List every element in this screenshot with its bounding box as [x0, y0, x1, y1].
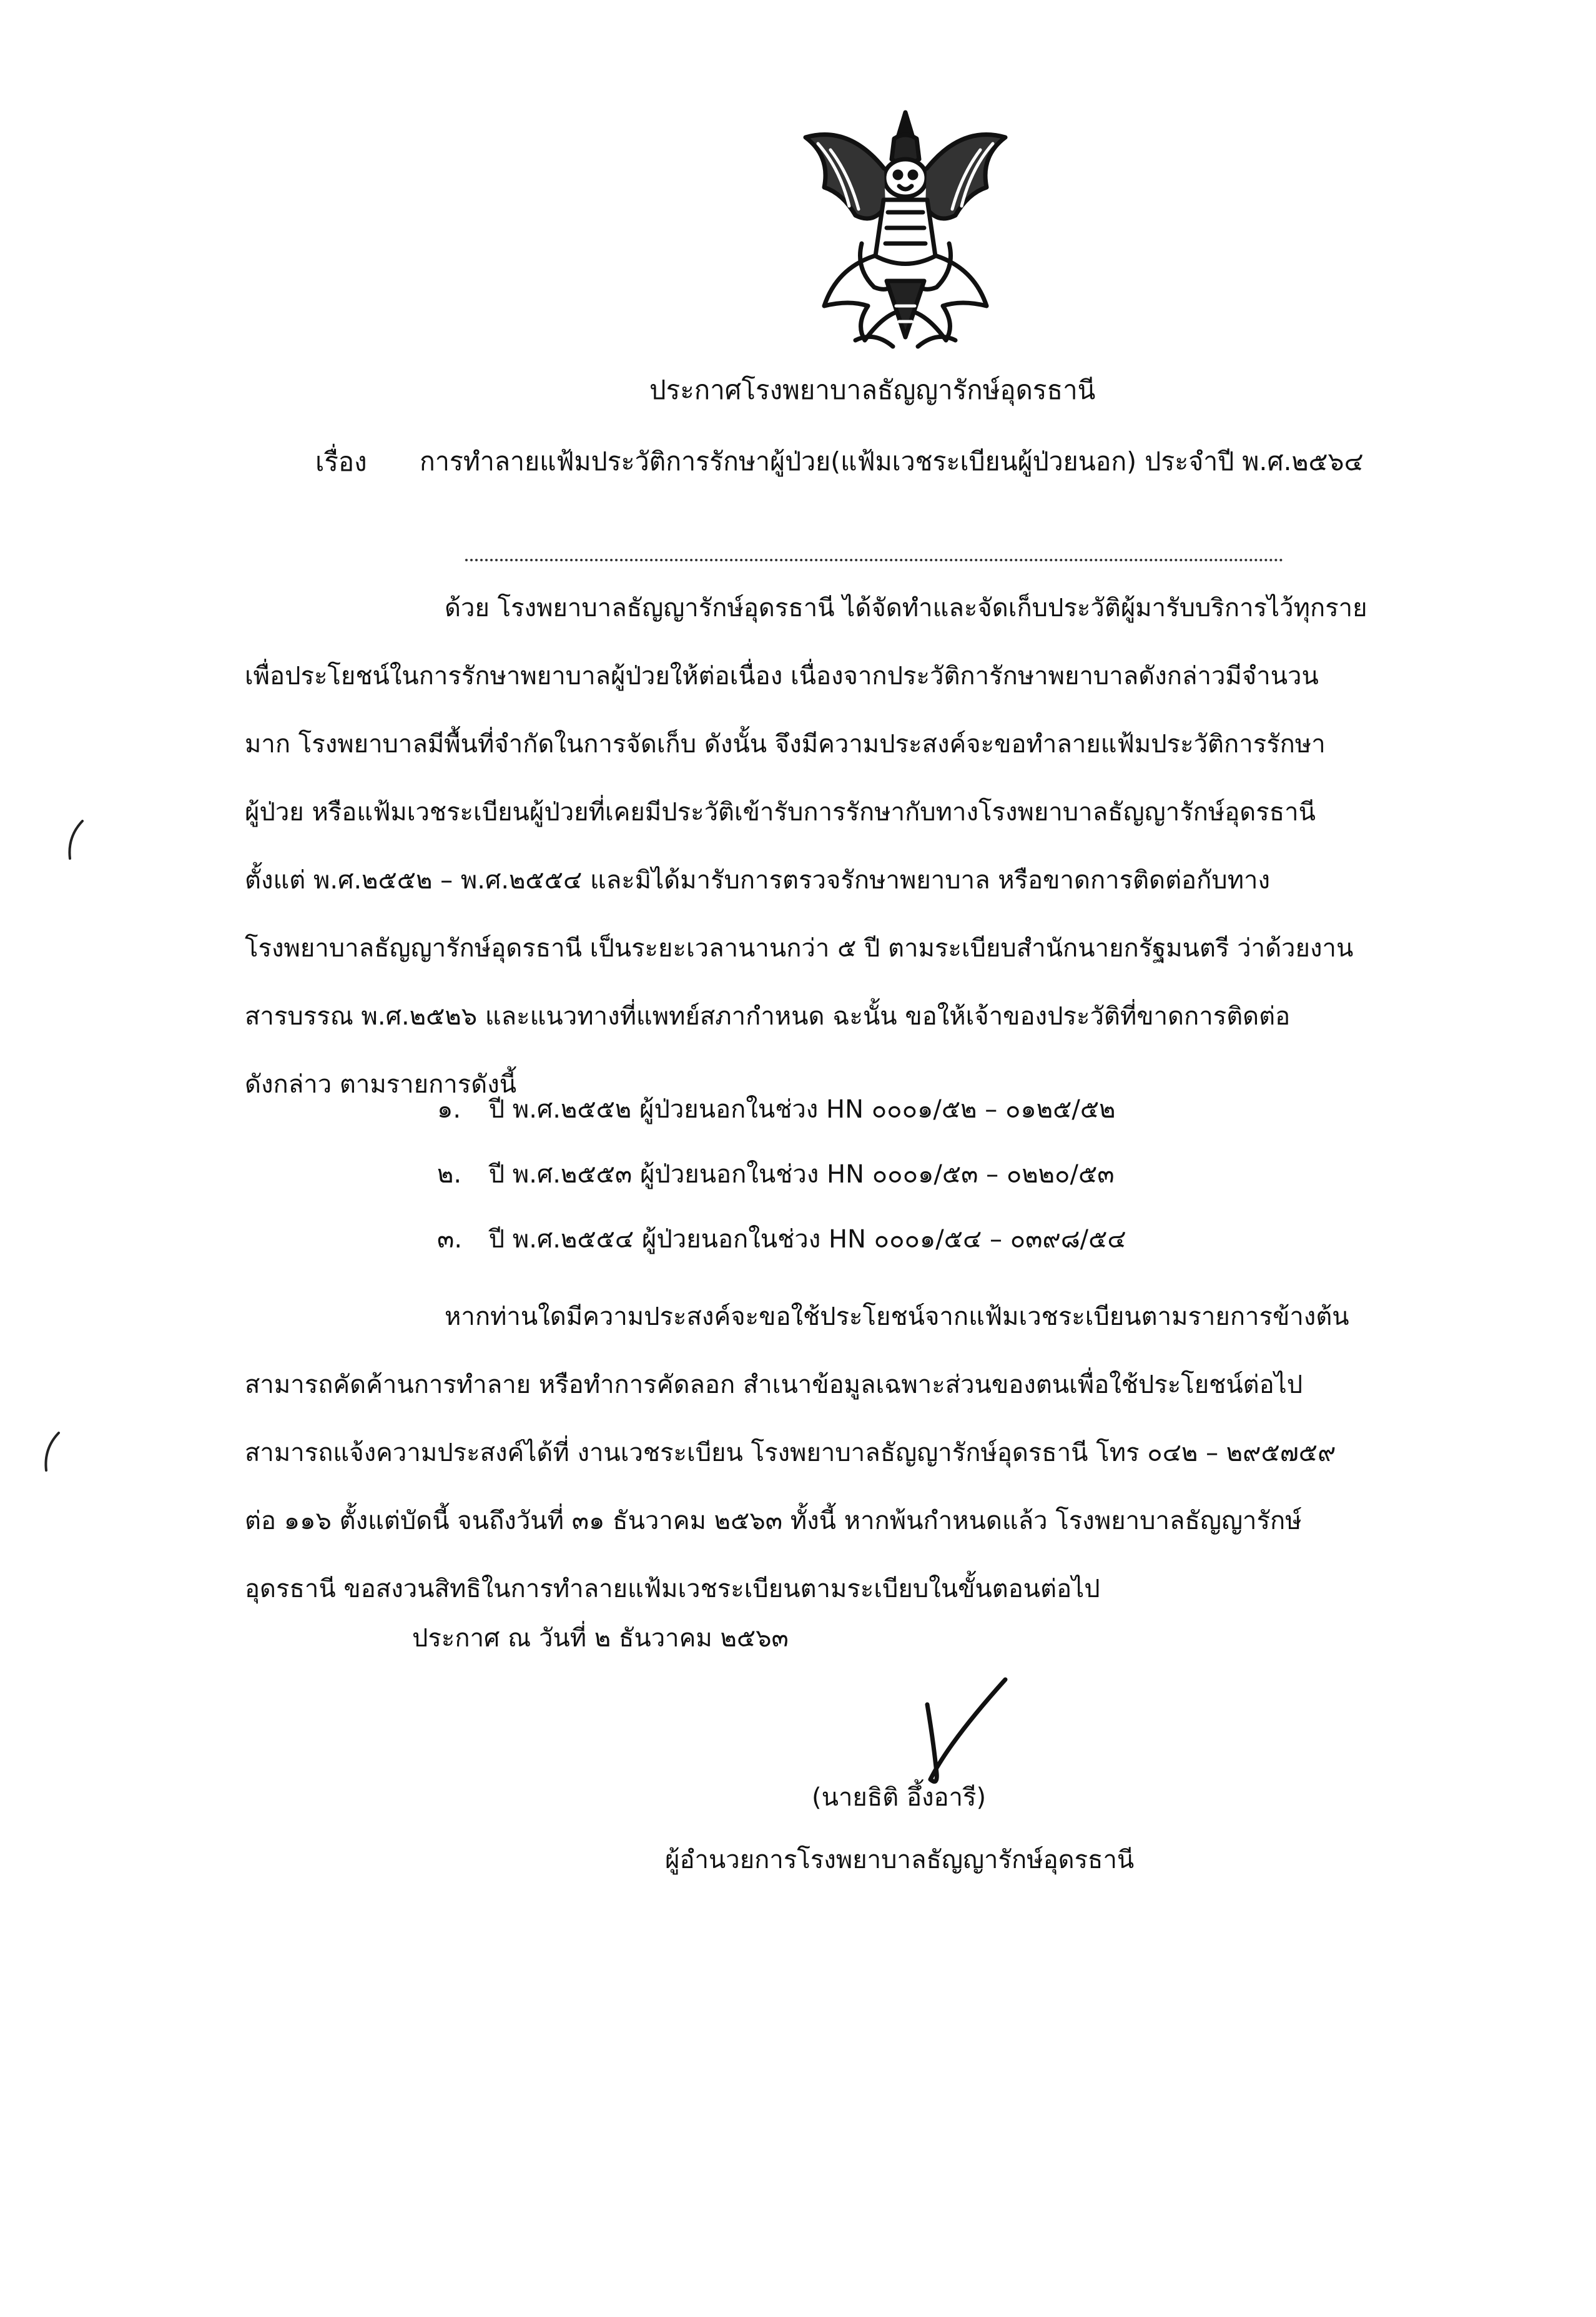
list-item [437, 1077, 1126, 1142]
list-item-text: ปี พ.ศ.๒๕๕๓ ผู้ป่วยนอกในช่วง HN ๐๐๐๑/๕๓ – ๐๒๒๐/๕๓ [488, 1160, 1115, 1189]
paragraph-line: ด้วย โรงพยาบาลธัญญารักษ์อุดรธานี ได้จัดทำและจัดเก็บประวัติผู้มารับบริการไว้ทุกราย [445, 594, 1367, 622]
list-item-number: ๒. [437, 1160, 462, 1189]
paragraph-line: ผู้ป่วย หรือแฟ้มเวชระเบียนผู้ป่วยที่เคยมีประวัติเข้ารับการรักษากับทางโรงพยาบาลธัญญารักษ์อุดรธานี [245, 798, 1316, 827]
hn-range-list [437, 1077, 1126, 1272]
paragraph-line: เพื่อประโยชน์ในการรักษาพยาบาลผู้ป่วยให้ต่อเนื่อง เนื่องจากประวัติการักษาพยาบาลดังกล่าวมีจำนวน [245, 662, 1319, 691]
paragraph-line: ดังกล่าว ตามรายการดังนี้ [245, 1070, 517, 1099]
body-paragraph-2 [245, 1283, 1462, 1623]
paragraph-line: ตั้งแต่ พ.ศ.๒๕๕๒ – พ.ศ.๒๕๕๔ และมิได้มารับการตรวจรักษาพยาบาล หรือขาดการติดต่อกับทาง [245, 866, 1271, 895]
margin-punch-mark [62, 818, 87, 862]
document-heading: ประกาศโรงพยาบาลธัญญารักษ์อุดรธานี [649, 375, 1096, 405]
paragraph-line: อุดรธานี ขอสงวนสิทธิในการทำลายแฟ้มเวชระเบียนตามระเบียบในขั้นตอนต่อไป [245, 1575, 1100, 1603]
proclamation-date: ประกาศ ณ วันที่ ๒ ธันวาคม ๒๕๖๓ [412, 1624, 789, 1653]
list-item-text: ปี พ.ศ.๒๕๕๒ ผู้ป่วยนอกในช่วง HN ๐๐๐๑/๕๒ – ๐๑๒๕/๕๒ [488, 1095, 1116, 1124]
paragraph-line: หากท่านใดมีความประสงค์จะขอใช้ประโยชน์จากแฟ้มเวชระเบียนตามรายการข้างต้น [445, 1302, 1349, 1331]
paragraph-line: มาก โรงพยาบาลมีพื้นที่จำกัดในการจัดเก็บ ดังนั้น จึงมีความประสงค์จะขอทำลายแฟ้มประวัติการรักษา [245, 730, 1326, 759]
paragraph-line: ต่อ ๑๑๖ ตั้งแต่บัดนี้ จนถึงวันที่ ๓๑ ธันวาคม ๒๕๖๓ ทั้งนี้ หากพ้นกำหนดแล้ว โรงพยาบาลธัญญารักษ์ [245, 1507, 1302, 1535]
signer-name: (นายธิติ อึ้งอารี) [812, 1783, 987, 1812]
handwritten-signature [912, 1667, 1024, 1792]
margin-punch-mark [39, 1430, 64, 1473]
list-item-number: ๓. [437, 1225, 463, 1254]
signer-title: ผู้อำนวยการโรงพยาบาลธัญญารักษ์อุดรธานี [665, 1846, 1135, 1874]
paragraph-line: โรงพยาบาลธัญญารักษ์อุดรธานี เป็นระยะเวลานานกว่า ๕ ปี ตามระเบียบสำนักนายกรัฐมนตรี ว่าด้วยงาน [245, 934, 1354, 963]
list-item-text: ปี พ.ศ.๒๕๕๔ ผู้ป่วยนอกในช่วง HN ๐๐๐๑/๕๔ – ๐๓๙๘/๕๔ [488, 1225, 1126, 1254]
paragraph-line: สามารถคัดค้านการทำลาย หรือทำการคัดลอก สำเนาข้อมูลเฉพาะส่วนของตนเพื่อใช้ประโยชน์ต่อไป [245, 1370, 1303, 1399]
dotted-divider [465, 559, 1283, 561]
paragraph-line: สามารถแจ้งความประสงค์ได้ที่ งานเวชระเบียน โรงพยาบาลธัญญารักษ์อุดรธานี โทร ๐๔๒ – ๒๙๕๗๕๙ [245, 1439, 1336, 1467]
subject-text: การทำลายแฟ้มประวัติการรักษาผู้ป่วย(แฟ้มเวชระเบียนผู้ป่วยนอก) ประจำปี พ.ศ.๒๕๖๔ [420, 446, 1364, 476]
paragraph-line: สารบรรณ พ.ศ.๒๕๒๖ และแนวทางที่แพทย์สภากำหนด ฉะนั้น ขอให้เจ้าของประวัติที่ขาดการติดต่อ [245, 1002, 1291, 1031]
list-item [437, 1207, 1126, 1272]
body-paragraph-1 [245, 574, 1462, 1119]
list-item [437, 1142, 1126, 1207]
list-item-number: ๑. [437, 1095, 461, 1124]
garuda-emblem-icon [781, 100, 1030, 356]
subject-label: เรื่อง [315, 446, 367, 477]
